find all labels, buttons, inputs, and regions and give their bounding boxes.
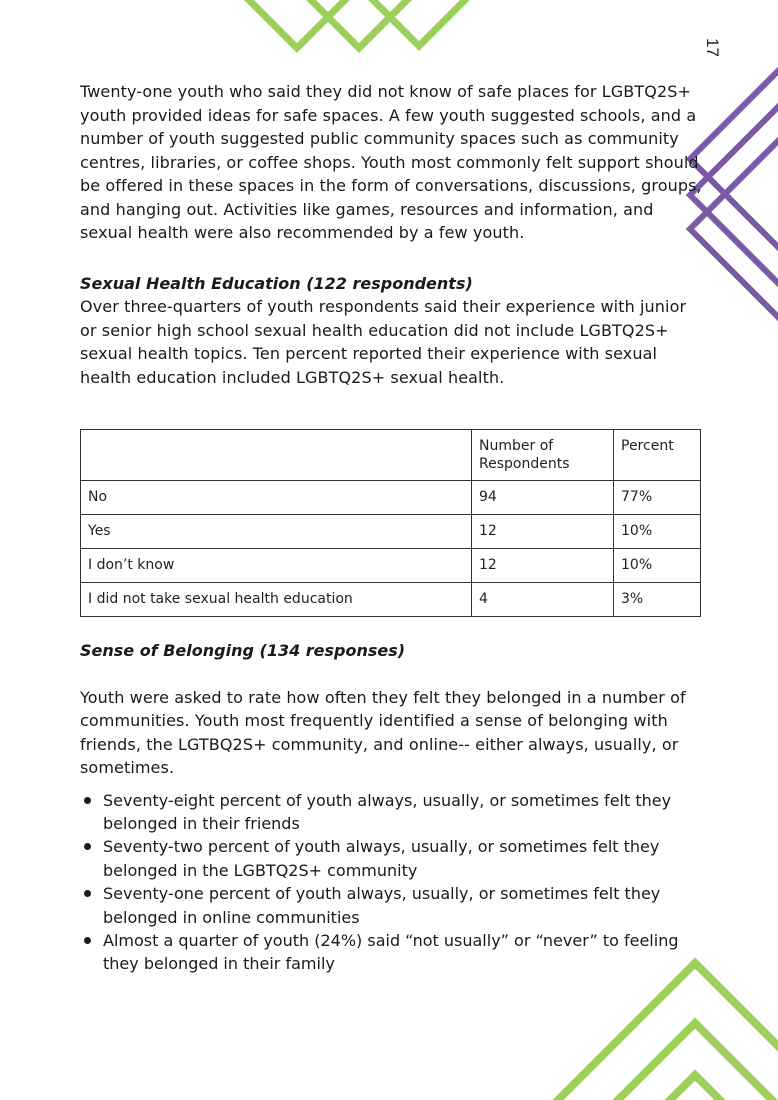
table-cell-count: 4 xyxy=(472,583,614,617)
table-cell-response: Yes xyxy=(81,515,472,549)
table-cell-percent: 77% xyxy=(614,481,701,515)
table-cell-percent: 3% xyxy=(614,583,701,617)
right-purple-chevron-3 xyxy=(690,134,778,324)
top-green-chevron-2 xyxy=(305,0,413,48)
table-cell-percent: 10% xyxy=(614,549,701,583)
bottom-green-chevron-2 xyxy=(612,1023,778,1100)
list-item-text: Seventy-one percent of youth always, usually, or sometimes felt they belonged in online communities xyxy=(103,884,661,927)
sexual-health-heading: Sexual Health Education (122 respondents) xyxy=(80,273,473,293)
bottom-green-chevron-1 xyxy=(552,963,778,1100)
table-cell-count: 12 xyxy=(472,515,614,549)
top-green-chevron-3 xyxy=(367,0,471,46)
list-item-text: Seventy-two percent of youth always, usually, or sometimes felt they belonged in the LGBTQ2S+ community xyxy=(103,837,660,880)
table-row xyxy=(81,583,701,617)
table-row xyxy=(81,549,701,583)
table-header-row xyxy=(81,430,701,481)
page-number: 17 xyxy=(703,38,722,57)
list-item xyxy=(103,835,702,882)
right-purple-chevron-2 xyxy=(690,100,778,290)
table-cell-count: 12 xyxy=(472,549,614,583)
bullet-dot-icon xyxy=(84,937,91,944)
table-row xyxy=(81,515,701,549)
belonging-paragraph: Youth were asked to rate how often they felt they belonged in a number of communities. Youth most frequently identified a sense of belonging with friends, the LGTBQ2S+ community, and online-- either always, usually, or sometimes. xyxy=(80,687,686,777)
table-cell-count: 94 xyxy=(472,481,614,515)
bullet-dot-icon xyxy=(84,890,91,897)
list-item-text: Seventy-eight percent of youth always, usually, or sometimes felt they belonged in their friends xyxy=(103,790,672,833)
list-item xyxy=(103,882,702,929)
sexual-health-paragraph: Over three-quarters of youth respondents said their experience with junior or senior high school sexual health education did not include LGBTQ2S+ sexual health topics. Ten percent reported their experience with sexual health education included LGBTQ2S+ sexual health. xyxy=(80,297,687,387)
table-cell-response: I don’t know xyxy=(81,549,472,583)
table-header-cell: Percent xyxy=(614,430,701,481)
table-cell-percent: 10% xyxy=(614,515,701,549)
right-purple-chevron-1 xyxy=(690,64,778,254)
list-item xyxy=(103,929,702,976)
intro-paragraph: Twenty-one youth who said they did not know of safe places for LGBTQ2S+ youth provided ideas for safe spaces. A few youth suggested schools, and a number of youth suggested public community spaces such as community centres, libraries, or coffee shops. Youth most commonly felt support should be offered in these spaces in the form of conversations, discussions, groups, and hanging out. Activities like games, resources and information, and sexual health were also recommended by a few youth. xyxy=(80,82,702,242)
table-row xyxy=(81,481,701,515)
page-content xyxy=(80,80,702,976)
bullet-dot-icon xyxy=(84,797,91,804)
bullet-dot-icon xyxy=(84,843,91,850)
sexual-health-table xyxy=(80,429,701,617)
list-item xyxy=(103,789,702,836)
bottom-green-chevron-3 xyxy=(664,1075,726,1100)
list-item-text: Almost a quarter of youth (24%) said “not usually” or “never” to feeling they belonged in their family xyxy=(103,930,679,974)
table-header-cell xyxy=(81,430,472,481)
top-green-chevron-1 xyxy=(243,0,351,48)
belonging-bullet-list xyxy=(80,789,702,976)
table-cell-response: No xyxy=(81,481,472,515)
table-cell-response: I did not take sexual health education xyxy=(81,583,472,617)
table-header-cell: Number of Respondents xyxy=(472,430,614,481)
belonging-heading: Sense of Belonging (134 responses) xyxy=(80,641,406,660)
